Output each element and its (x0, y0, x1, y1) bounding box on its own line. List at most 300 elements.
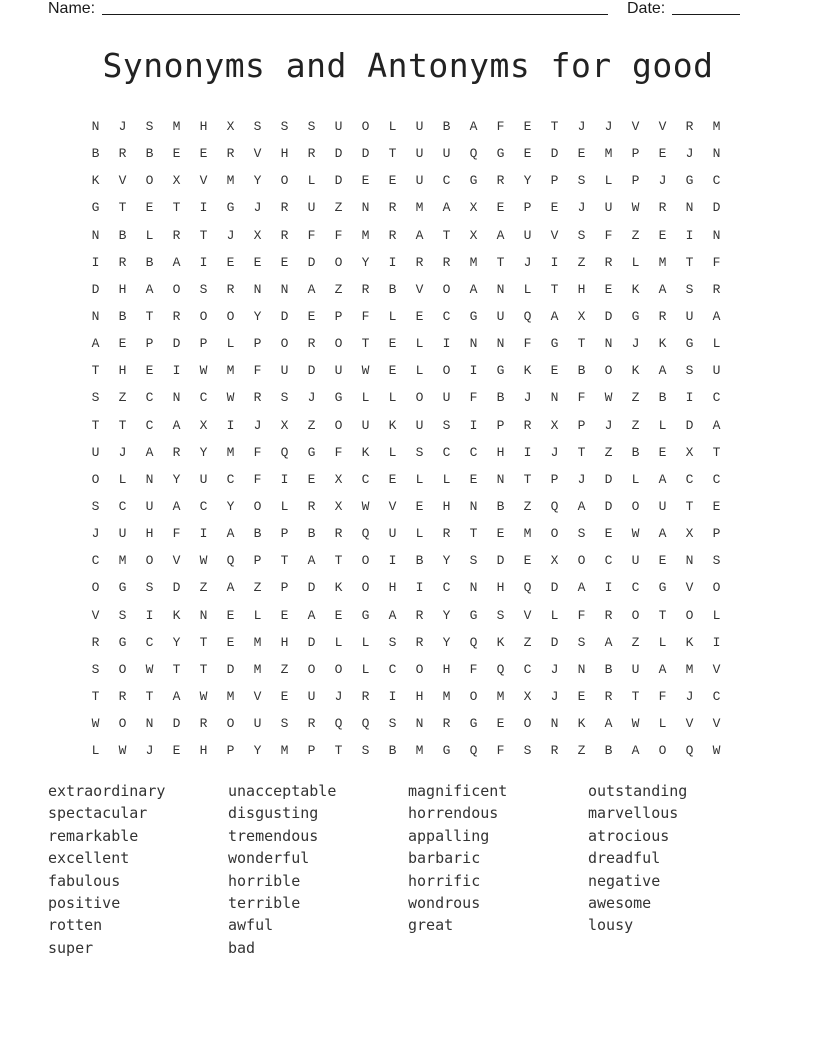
grid-letter[interactable]: N (91, 119, 100, 134)
grid-letter[interactable]: E (496, 716, 505, 732)
grid-letter[interactable]: E (496, 526, 505, 542)
grid-letter[interactable]: B (388, 281, 397, 297)
grid-letter[interactable]: H (145, 526, 154, 542)
grid-letter[interactable]: R (199, 716, 208, 732)
grid-letter[interactable]: T (469, 526, 478, 542)
grid-letter[interactable]: Y (226, 498, 235, 514)
grid-letter[interactable]: A (496, 227, 505, 243)
grid-letter[interactable]: N (253, 281, 262, 297)
grid-letter[interactable]: O (469, 688, 478, 704)
grid-letter[interactable]: Z (334, 200, 343, 216)
grid-letter[interactable]: J (685, 688, 694, 704)
grid-letter[interactable]: G (118, 634, 127, 650)
grid-letter[interactable]: J (145, 743, 154, 759)
grid-letter[interactable]: R (415, 254, 424, 270)
grid-letter[interactable]: R (442, 254, 451, 270)
grid-letter[interactable]: E (469, 471, 478, 487)
grid-letter[interactable]: E (172, 743, 181, 759)
grid-letter[interactable]: Q (685, 743, 694, 759)
grid-letter[interactable]: L (334, 634, 343, 650)
grid-letter[interactable]: S (388, 634, 397, 650)
grid-letter[interactable]: L (658, 634, 667, 650)
grid-letter[interactable]: L (91, 743, 100, 759)
grid-letter[interactable]: A (577, 498, 586, 514)
grid-letter[interactable]: S (577, 173, 586, 189)
grid-letter[interactable]: R (307, 498, 316, 514)
grid-letter[interactable]: J (550, 444, 559, 460)
grid-letter[interactable]: N (496, 281, 505, 297)
grid-letter[interactable]: T (388, 146, 397, 162)
grid-letter[interactable]: O (604, 363, 613, 379)
grid-letter[interactable]: R (307, 716, 316, 732)
grid-letter[interactable]: R (604, 254, 613, 270)
grid-letter[interactable]: I (91, 254, 100, 270)
grid-letter[interactable]: S (577, 227, 586, 243)
grid-letter[interactable]: N (604, 336, 613, 352)
grid-letter[interactable]: E (388, 173, 397, 189)
grid-letter[interactable]: T (334, 553, 343, 569)
grid-letter[interactable]: B (118, 227, 127, 243)
grid-letter[interactable]: O (226, 716, 235, 732)
grid-letter[interactable]: S (91, 661, 100, 677)
grid-letter[interactable]: B (253, 526, 262, 542)
grid-letter[interactable]: A (550, 308, 559, 324)
grid-letter[interactable]: I (712, 634, 721, 650)
grid-letter[interactable]: U (523, 227, 532, 243)
grid-letter[interactable]: O (334, 336, 343, 352)
grid-letter[interactable]: T (145, 688, 154, 704)
grid-letter[interactable]: R (550, 743, 559, 759)
grid-letter[interactable]: H (442, 661, 451, 677)
grid-letter[interactable]: M (253, 634, 262, 650)
grid-letter[interactable]: S (685, 363, 694, 379)
grid-letter[interactable]: T (91, 363, 100, 379)
grid-letter[interactable]: A (712, 308, 721, 324)
grid-letter[interactable]: M (118, 553, 127, 569)
grid-letter[interactable]: N (685, 553, 694, 569)
grid-letter[interactable]: T (496, 254, 505, 270)
grid-letter[interactable]: J (307, 390, 316, 406)
grid-letter[interactable]: G (550, 336, 559, 352)
grid-letter[interactable]: W (631, 526, 640, 542)
grid-letter[interactable]: W (91, 716, 100, 732)
grid-letter[interactable]: M (496, 688, 505, 704)
grid-letter[interactable]: O (334, 417, 343, 433)
grid-letter[interactable]: O (658, 743, 667, 759)
grid-letter[interactable]: U (658, 498, 667, 514)
grid-letter[interactable]: L (415, 363, 424, 379)
grid-letter[interactable]: O (334, 661, 343, 677)
grid-letter[interactable]: R (118, 688, 127, 704)
grid-letter[interactable]: K (523, 363, 532, 379)
grid-letter[interactable]: J (658, 173, 667, 189)
grid-letter[interactable]: E (658, 553, 667, 569)
grid-letter[interactable]: T (199, 634, 208, 650)
grid-letter[interactable]: H (280, 146, 289, 162)
grid-letter[interactable]: G (442, 743, 451, 759)
grid-letter[interactable]: P (631, 146, 640, 162)
grid-letter[interactable]: B (415, 553, 424, 569)
grid-letter[interactable]: S (577, 634, 586, 650)
grid-letter[interactable]: N (712, 227, 721, 243)
grid-letter[interactable]: T (172, 661, 181, 677)
grid-letter[interactable]: J (631, 336, 640, 352)
grid-letter[interactable]: L (145, 227, 154, 243)
grid-letter[interactable]: A (172, 688, 181, 704)
grid-letter[interactable]: A (307, 281, 316, 297)
grid-letter[interactable]: J (334, 688, 343, 704)
grid-letter[interactable]: T (577, 336, 586, 352)
grid-letter[interactable]: O (145, 553, 154, 569)
grid-letter[interactable]: Y (361, 254, 370, 270)
grid-letter[interactable]: A (658, 363, 667, 379)
grid-letter[interactable]: X (685, 526, 694, 542)
grid-letter[interactable]: K (334, 580, 343, 596)
grid-letter[interactable]: D (550, 146, 559, 162)
grid-letter[interactable]: Z (631, 227, 640, 243)
grid-letter[interactable]: U (631, 661, 640, 677)
grid-letter[interactable]: V (631, 119, 640, 134)
grid-letter[interactable]: O (442, 281, 451, 297)
grid-letter[interactable]: H (199, 743, 208, 759)
grid-letter[interactable]: E (226, 607, 235, 623)
grid-letter[interactable]: M (685, 661, 694, 677)
grid-letter[interactable]: G (226, 200, 235, 216)
grid-letter[interactable]: D (226, 661, 235, 677)
grid-letter[interactable]: T (172, 200, 181, 216)
grid-letter[interactable]: P (334, 308, 343, 324)
grid-letter[interactable]: R (604, 607, 613, 623)
grid-letter[interactable]: N (280, 281, 289, 297)
grid-letter[interactable]: M (442, 688, 451, 704)
grid-letter[interactable]: W (631, 200, 640, 216)
grid-letter[interactable]: L (361, 390, 370, 406)
grid-letter[interactable]: I (226, 417, 235, 433)
grid-letter[interactable]: D (307, 580, 316, 596)
grid-letter[interactable]: N (469, 498, 478, 514)
grid-letter[interactable]: E (550, 200, 559, 216)
grid-letter[interactable]: Z (523, 634, 532, 650)
grid-letter[interactable]: J (253, 417, 262, 433)
grid-letter[interactable]: O (118, 716, 127, 732)
grid-letter[interactable]: H (415, 688, 424, 704)
grid-letter[interactable]: N (91, 227, 100, 243)
grid-letter[interactable]: K (658, 336, 667, 352)
grid-letter[interactable]: O (415, 390, 424, 406)
grid-letter[interactable]: C (145, 634, 154, 650)
grid-letter[interactable]: F (469, 390, 478, 406)
grid-letter[interactable]: T (631, 688, 640, 704)
grid-letter[interactable]: C (118, 498, 127, 514)
grid-letter[interactable]: Z (280, 661, 289, 677)
grid-letter[interactable]: E (280, 607, 289, 623)
grid-letter[interactable]: E (307, 471, 316, 487)
grid-letter[interactable]: O (91, 471, 100, 487)
grid-letter[interactable]: C (631, 580, 640, 596)
grid-letter[interactable]: K (361, 444, 370, 460)
grid-letter[interactable]: H (496, 444, 505, 460)
grid-letter[interactable]: F (712, 254, 721, 270)
grid-letter[interactable]: S (280, 119, 289, 134)
grid-letter[interactable]: A (307, 607, 316, 623)
grid-letter[interactable]: C (226, 471, 235, 487)
grid-letter[interactable]: R (172, 227, 181, 243)
grid-letter[interactable]: Y (253, 743, 262, 759)
grid-letter[interactable]: M (226, 173, 235, 189)
grid-letter[interactable]: T (550, 281, 559, 297)
grid-letter[interactable]: F (253, 444, 262, 460)
grid-letter[interactable]: U (415, 173, 424, 189)
grid-letter[interactable]: N (712, 146, 721, 162)
grid-letter[interactable]: I (199, 200, 208, 216)
grid-letter[interactable]: U (361, 417, 370, 433)
grid-letter[interactable]: E (388, 471, 397, 487)
grid-letter[interactable]: D (550, 580, 559, 596)
grid-letter[interactable]: P (307, 743, 316, 759)
grid-letter[interactable]: J (577, 119, 586, 134)
grid-letter[interactable]: Q (469, 634, 478, 650)
grid-letter[interactable]: J (523, 254, 532, 270)
grid-letter[interactable]: U (415, 146, 424, 162)
grid-letter[interactable]: Y (253, 308, 262, 324)
grid-letter[interactable]: T (712, 444, 721, 460)
grid-letter[interactable]: O (442, 363, 451, 379)
grid-letter[interactable]: C (712, 688, 721, 704)
grid-letter[interactable]: C (145, 417, 154, 433)
grid-letter[interactable]: L (631, 471, 640, 487)
grid-letter[interactable]: U (280, 363, 289, 379)
grid-letter[interactable]: S (442, 417, 451, 433)
grid-letter[interactable]: E (199, 146, 208, 162)
grid-letter[interactable]: A (145, 281, 154, 297)
grid-letter[interactable]: N (469, 336, 478, 352)
grid-letter[interactable]: X (172, 173, 181, 189)
grid-letter[interactable]: L (658, 716, 667, 732)
grid-letter[interactable]: A (415, 227, 424, 243)
grid-letter[interactable]: L (226, 336, 235, 352)
grid-letter[interactable]: P (712, 526, 721, 542)
grid-letter[interactable]: T (334, 743, 343, 759)
grid-letter[interactable]: I (145, 607, 154, 623)
grid-letter[interactable]: M (523, 526, 532, 542)
grid-letter[interactable]: G (361, 607, 370, 623)
grid-letter[interactable]: M (712, 119, 721, 134)
grid-letter[interactable]: D (307, 254, 316, 270)
grid-letter[interactable]: H (577, 281, 586, 297)
grid-letter[interactable]: U (334, 119, 343, 134)
grid-letter[interactable]: Z (577, 254, 586, 270)
grid-letter[interactable]: M (226, 444, 235, 460)
grid-letter[interactable]: A (604, 634, 613, 650)
grid-letter[interactable]: C (712, 471, 721, 487)
grid-letter[interactable]: T (280, 553, 289, 569)
grid-letter[interactable]: S (361, 743, 370, 759)
grid-letter[interactable]: O (685, 607, 694, 623)
grid-letter[interactable]: O (550, 526, 559, 542)
grid-letter[interactable]: O (253, 498, 262, 514)
grid-letter[interactable]: O (361, 553, 370, 569)
grid-letter[interactable]: Q (469, 146, 478, 162)
grid-letter[interactable]: A (442, 200, 451, 216)
grid-letter[interactable]: J (577, 471, 586, 487)
grid-letter[interactable]: L (415, 336, 424, 352)
grid-letter[interactable]: U (307, 688, 316, 704)
grid-letter[interactable]: S (523, 743, 532, 759)
grid-letter[interactable]: D (334, 146, 343, 162)
grid-letter[interactable]: D (280, 308, 289, 324)
grid-letter[interactable]: E (253, 254, 262, 270)
grid-letter[interactable]: I (469, 363, 478, 379)
grid-letter[interactable]: A (172, 417, 181, 433)
grid-letter[interactable]: H (388, 580, 397, 596)
grid-letter[interactable]: Q (226, 553, 235, 569)
grid-letter[interactable]: B (631, 444, 640, 460)
grid-letter[interactable]: O (118, 661, 127, 677)
grid-letter[interactable]: O (334, 254, 343, 270)
grid-letter[interactable]: F (334, 444, 343, 460)
grid-letter[interactable]: G (685, 173, 694, 189)
grid-letter[interactable]: A (712, 417, 721, 433)
grid-letter[interactable]: M (604, 146, 613, 162)
grid-letter[interactable]: E (280, 254, 289, 270)
grid-letter[interactable]: R (523, 417, 532, 433)
grid-letter[interactable]: P (145, 336, 154, 352)
grid-letter[interactable]: S (307, 119, 316, 134)
grid-letter[interactable]: T (685, 254, 694, 270)
grid-letter[interactable]: R (307, 146, 316, 162)
grid-letter[interactable]: D (604, 471, 613, 487)
grid-letter[interactable]: L (388, 308, 397, 324)
grid-letter[interactable]: T (361, 336, 370, 352)
grid-letter[interactable]: I (415, 580, 424, 596)
grid-letter[interactable]: P (523, 200, 532, 216)
grid-letter[interactable]: C (442, 444, 451, 460)
grid-letter[interactable]: A (226, 526, 235, 542)
grid-letter[interactable]: E (712, 498, 721, 514)
grid-letter[interactable]: U (253, 716, 262, 732)
grid-letter[interactable]: X (199, 417, 208, 433)
grid-letter[interactable]: E (604, 526, 613, 542)
grid-letter[interactable]: R (253, 390, 262, 406)
grid-letter[interactable]: V (550, 227, 559, 243)
grid-letter[interactable]: S (91, 390, 100, 406)
grid-letter[interactable]: I (199, 254, 208, 270)
grid-letter[interactable]: F (496, 119, 505, 134)
grid-letter[interactable]: Y (172, 471, 181, 487)
grid-letter[interactable]: A (658, 526, 667, 542)
grid-letter[interactable]: A (658, 661, 667, 677)
grid-letter[interactable]: D (550, 634, 559, 650)
grid-letter[interactable]: L (388, 119, 397, 134)
grid-letter[interactable]: O (199, 308, 208, 324)
grid-letter[interactable]: W (604, 390, 613, 406)
grid-letter[interactable]: K (496, 634, 505, 650)
grid-letter[interactable]: V (712, 661, 721, 677)
grid-letter[interactable]: Q (523, 580, 532, 596)
grid-letter[interactable]: I (469, 417, 478, 433)
grid-letter[interactable]: I (523, 444, 532, 460)
grid-letter[interactable]: E (658, 227, 667, 243)
grid-letter[interactable]: T (199, 227, 208, 243)
grid-letter[interactable]: Z (604, 444, 613, 460)
grid-letter[interactable]: J (226, 227, 235, 243)
grid-letter[interactable]: Z (307, 417, 316, 433)
grid-letter[interactable]: F (658, 688, 667, 704)
grid-letter[interactable]: G (631, 308, 640, 324)
grid-letter[interactable]: N (172, 390, 181, 406)
grid-letter[interactable]: A (226, 580, 235, 596)
grid-letter[interactable]: S (415, 444, 424, 460)
grid-letter[interactable]: C (523, 661, 532, 677)
grid-letter[interactable]: F (334, 227, 343, 243)
grid-letter[interactable]: W (199, 688, 208, 704)
grid-letter[interactable]: M (361, 227, 370, 243)
grid-letter[interactable]: S (280, 716, 289, 732)
grid-letter[interactable]: Q (334, 716, 343, 732)
grid-letter[interactable]: G (469, 716, 478, 732)
grid-letter[interactable]: E (226, 254, 235, 270)
grid-letter[interactable]: I (685, 390, 694, 406)
grid-letter[interactable]: J (550, 688, 559, 704)
grid-letter[interactable]: K (172, 607, 181, 623)
grid-letter[interactable]: V (253, 146, 262, 162)
grid-letter[interactable]: L (550, 607, 559, 623)
grid-letter[interactable]: R (91, 634, 100, 650)
grid-letter[interactable]: D (307, 363, 316, 379)
grid-letter[interactable]: G (334, 390, 343, 406)
grid-letter[interactable]: B (118, 308, 127, 324)
grid-letter[interactable]: J (523, 390, 532, 406)
grid-letter[interactable]: G (91, 200, 100, 216)
grid-letter[interactable]: N (685, 200, 694, 216)
grid-letter[interactable]: Z (523, 498, 532, 514)
grid-letter[interactable]: D (172, 716, 181, 732)
grid-letter[interactable]: R (415, 607, 424, 623)
grid-letter[interactable]: F (604, 227, 613, 243)
grid-letter[interactable]: I (442, 336, 451, 352)
grid-letter[interactable]: S (91, 498, 100, 514)
grid-letter[interactable]: B (604, 661, 613, 677)
grid-letter[interactable]: C (685, 471, 694, 487)
grid-letter[interactable]: U (199, 471, 208, 487)
grid-letter[interactable]: L (712, 607, 721, 623)
grid-letter[interactable]: J (253, 200, 262, 216)
grid-letter[interactable]: A (388, 607, 397, 623)
name-blank-line[interactable] (102, 14, 608, 15)
grid-letter[interactable]: S (577, 526, 586, 542)
grid-letter[interactable]: N (469, 580, 478, 596)
grid-letter[interactable]: C (604, 553, 613, 569)
grid-letter[interactable]: H (280, 634, 289, 650)
grid-letter[interactable]: S (712, 553, 721, 569)
grid-letter[interactable]: N (145, 716, 154, 732)
grid-letter[interactable]: C (199, 390, 208, 406)
grid-letter[interactable]: U (91, 444, 100, 460)
grid-letter[interactable]: E (388, 336, 397, 352)
grid-letter[interactable]: U (307, 200, 316, 216)
grid-letter[interactable]: Y (523, 173, 532, 189)
grid-letter[interactable]: O (280, 173, 289, 189)
grid-letter[interactable]: F (469, 661, 478, 677)
grid-letter[interactable]: D (172, 336, 181, 352)
grid-letter[interactable]: C (388, 661, 397, 677)
grid-letter[interactable]: S (685, 281, 694, 297)
grid-letter[interactable]: G (496, 146, 505, 162)
grid-letter[interactable]: R (442, 526, 451, 542)
grid-letter[interactable]: F (253, 471, 262, 487)
grid-letter[interactable]: R (712, 281, 721, 297)
grid-letter[interactable]: B (388, 743, 397, 759)
